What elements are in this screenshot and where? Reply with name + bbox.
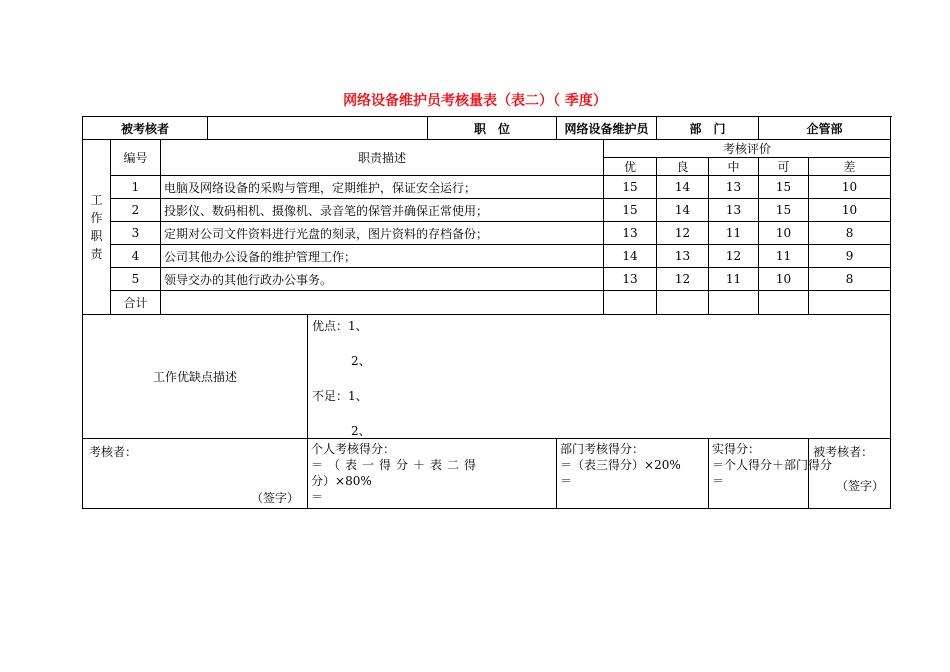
- score-fair: 11: [759, 245, 809, 268]
- examinee-sign-label: 被考核者：: [813, 445, 874, 459]
- score-fair: 15: [759, 199, 809, 222]
- position-value: 网络设备维护员: [557, 117, 657, 140]
- actual-score-formula: ＝个人得分＋部门得分: [712, 458, 833, 472]
- table-row: [83, 199, 891, 222]
- pros-line-2: 2、: [351, 354, 371, 368]
- form-title: 网络设备维护员考核量表（表二）（ 季度）: [343, 93, 607, 109]
- table-row: [83, 176, 891, 199]
- score-poor: 9: [809, 245, 891, 268]
- examinee-field[interactable]: [208, 117, 428, 140]
- duty-number: 5: [111, 268, 161, 291]
- cons-line-2: 2、: [351, 424, 371, 438]
- personal-score-title: 个人考核得分：: [311, 442, 396, 456]
- evaluation-section-content[interactable]: [308, 315, 891, 439]
- score-poor: 8: [809, 268, 891, 291]
- duties-section-label: 工 作 职 责: [83, 140, 111, 315]
- reviewer-sign: （签字）: [251, 491, 300, 505]
- score-poor: 10: [809, 199, 891, 222]
- duty-number: 1: [111, 176, 161, 199]
- score-excellent: 13: [604, 268, 657, 291]
- personal-score-formula-cont: 分）×80%: [311, 474, 372, 488]
- score-fair: 10: [759, 222, 809, 245]
- table-row: [83, 222, 891, 245]
- number-header: 编号: [111, 140, 161, 176]
- position-label: 职 位: [428, 117, 557, 140]
- dept-score-eq: ＝: [560, 474, 573, 488]
- actual-score-title: 实得分：: [712, 442, 761, 456]
- total-cell[interactable]: [657, 291, 709, 315]
- total-row: [83, 291, 891, 315]
- score-fair: 10: [759, 268, 809, 291]
- score-poor: 8: [809, 222, 891, 245]
- pros-line-1: 优点：1、: [312, 319, 368, 333]
- personal-score-eq: ＝: [311, 490, 324, 504]
- duty-header: 职责描述: [161, 140, 604, 176]
- score-good: 14: [657, 176, 709, 199]
- duty-text: 领导交办的其他行政办公事务。: [161, 268, 604, 291]
- score-poor: 10: [809, 176, 891, 199]
- duty-number: 2: [111, 199, 161, 222]
- total-cell[interactable]: [709, 291, 759, 315]
- table-row: [83, 245, 891, 268]
- personal-score-cell[interactable]: [308, 439, 557, 509]
- examinee-sign: （签字）: [836, 479, 885, 493]
- duty-text: 电脑及网络设备的采购与管理，定期维护，保证安全运行；: [161, 176, 604, 199]
- examinee-label: 被考核者: [83, 117, 208, 140]
- score-excellent: 13: [604, 222, 657, 245]
- reviewer-cell[interactable]: [83, 439, 308, 509]
- evaluation-header: 考核评价: [604, 140, 891, 158]
- score-medium: 11: [709, 268, 759, 291]
- dept-score-title: 部门考核得分：: [560, 442, 645, 456]
- dept-score-formula: ＝（表三得分）×20%: [560, 458, 681, 472]
- grade-medium: 中: [709, 158, 759, 176]
- score-good: 12: [657, 222, 709, 245]
- score-good: 14: [657, 199, 709, 222]
- score-medium: 13: [709, 176, 759, 199]
- grade-poor: 差: [809, 158, 891, 176]
- cons-line-1: 不足：1、: [312, 389, 368, 403]
- evaluation-section-label: 工作优缺点描述: [83, 315, 308, 439]
- dept-label: 部 门: [657, 117, 759, 140]
- dept-score-cell[interactable]: [557, 439, 709, 509]
- score-excellent: 15: [604, 176, 657, 199]
- actual-score-eq: ＝: [712, 474, 725, 488]
- score-fair: 15: [759, 176, 809, 199]
- total-cell[interactable]: [759, 291, 809, 315]
- examinee-sign-cell[interactable]: [809, 439, 891, 509]
- total-cell[interactable]: [809, 291, 891, 315]
- score-good: 13: [657, 245, 709, 268]
- score-medium: 11: [709, 222, 759, 245]
- grade-fair: 可: [759, 158, 809, 176]
- score-medium: 13: [709, 199, 759, 222]
- total-cell[interactable]: [604, 291, 657, 315]
- personal-score-formula: ＝（表一得分＋表二得: [311, 458, 482, 472]
- assessment-table: [82, 116, 891, 509]
- score-good: 12: [657, 268, 709, 291]
- reviewer-label: 考核者：: [89, 445, 138, 459]
- dept-value: 企管部: [759, 117, 891, 140]
- duty-text: 投影仪、数码相机、摄像机、录音笔的保管并确保正常使用；: [161, 199, 604, 222]
- total-label: 合计: [111, 291, 161, 315]
- grade-good: 良: [657, 158, 709, 176]
- duty-number: 4: [111, 245, 161, 268]
- score-excellent: 14: [604, 245, 657, 268]
- score-medium: 12: [709, 245, 759, 268]
- table-row: [83, 268, 891, 291]
- total-cell[interactable]: [161, 291, 604, 315]
- duty-number: 3: [111, 222, 161, 245]
- duty-text: 定期对公司文件资料进行光盘的刻录，图片资料的存档备份；: [161, 222, 604, 245]
- duty-text: 公司其他办公设备的维护管理工作；: [161, 245, 604, 268]
- grade-excellent: 优: [604, 158, 657, 176]
- score-excellent: 15: [604, 199, 657, 222]
- actual-score-cell[interactable]: [709, 439, 833, 509]
